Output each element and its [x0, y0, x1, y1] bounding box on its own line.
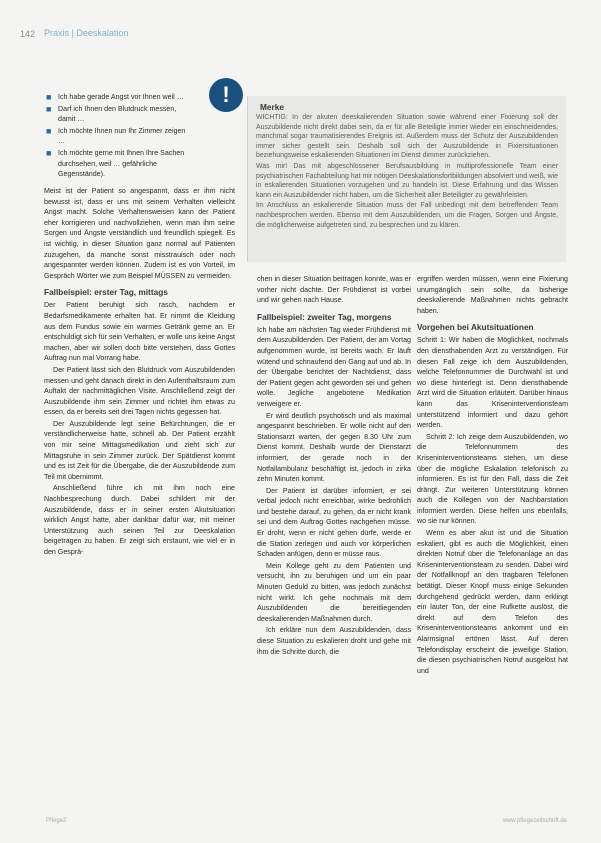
paragraph: chen in dieser Situation beitragen konnte, was er vorher nicht dachte. Der Frühdienst ist vorbei und wir gehen nach Hause.	[257, 275, 411, 305]
paragraph: Der Patient ist darüber informiert, er sei verbal jedoch nicht erreichbar, wirke bedrohlich und bestehe darauf, zu gehen, da er nicht krank sei und dem Auftrag Gottes nachgehen müsse. Er droht, wenn er nicht gehen dürfe, werde er die Station zerlegen und auch vor körperlichen Schaden anfügen, denn er müsse raus.	[257, 486, 411, 559]
paragraph: Schritt 1: Wir haben die Möglichkeit, nochmals den diensthabenden Arzt zu verständigen. Für diesen Fall zeige ich dem Auszubildenden, welche Telefonnummer die Durchwahl ist und wo diese hinterlegt ist. Denn diensthabende Arzt wird die Situation erläutert. Darüber hinaus kann das Kriseninterventionsteam unterstützend informiert und dazu gehört werden.	[417, 336, 568, 430]
column-middle	[257, 274, 411, 658]
column-right	[417, 274, 568, 677]
paragraph: ergriffen werden müssen, wenn eine Fixierung unumgänglich sein sollte, da bisherige deeskalierende Maßnahmen nichts gebracht haben.	[417, 275, 568, 315]
bullet-list	[44, 92, 194, 180]
footer-left: PflegeZ	[46, 818, 67, 824]
section-heading: Fallbeispiel: zweiter Tag, morgens	[257, 311, 392, 322]
list-item: ■ Ich möchte gerne mit Ihnen Ihre Sachen durchsehen, weil … gefährliche Gegenstände).	[46, 147, 185, 179]
paragraph: Meist ist der Patient so angespannt, dass er ihm nicht bewusst ist, dass er uns mit seinem Verhalten vielleicht Angst macht. Solche Verhaltensweisen kann der Patient eher korrigieren und nachvollziehen, wenn man ihm seine Sorgen und Ängste verständlich und freundlich spiegelt. Es ist wichtig, in dieser Situation ganz normal auf Patienten zuzugehen, da manche sonst misstrauisch oder noch angespannter werden können. Zudem ist es von Vorteil, im Gespräch Wörter wie zum Beispiel MÜSSEN zu vermeiden.	[44, 187, 235, 280]
section-heading: Vorgehen bei Akutsituationen	[417, 322, 534, 333]
bullet-icon: ■	[46, 92, 52, 102]
merke-paragraph: Im Anschluss an eskalierende Situation muss der Fall unbedingt mit dem betreffenden Team nachbesprochen werden. Ebenso mit dem Auszubildenden, um die Fragen, Sorgen und Ängste, die möglicherweise aufgetreten sind, zu besprechen und zu klären.	[256, 202, 558, 229]
merke-box	[247, 96, 566, 262]
bullet-icon: ■	[46, 125, 52, 136]
list-item: ■ Ich habe gerade Angst vor Ihnen weil …	[46, 92, 184, 102]
paragraph: Mein Kollege geht zu dem Patienten und versucht, ihn zu beruhigen und um ein paar Minuten Geduld zu bitten, was jedoch zunächst nicht wirkt. Ich gehe nochmals mit dem Auszubildenden die bereitliegenden deeskalierenden Maßnahmen durch.	[257, 561, 411, 623]
list-item: ■ Darf ich Ihnen den Blutdruck messen, damit …	[46, 103, 177, 124]
paragraph: Ich erkläre nun dem Auszubildenden, dass diese Situation zu eskalieren droht und gehe mit ihm die Schritte durch, die	[257, 626, 411, 656]
column-left	[44, 92, 194, 181]
paragraph: Ich habe am nächsten Tag wieder Frühdienst mit dem Auszubildenden. Der Patient, der am Vortag aufgenommen wurde, ist bereits wach. Er läuft wütend und schnaufend den Gang auf und ab. In der Übergabe berichtet der Nachtdienst, dass der Patient gegen acht geworden sei und gehen wolle. Jegliche angebotene Medikation verweigere er.	[257, 325, 411, 408]
list-item: ■ Ich möchte Ihnen nun Ihr Zimmer zeigen …	[46, 125, 186, 146]
paragraph: Er wird deutlich psychotisch und als maximal angespannt beschrieben. Er wolle nicht auf den Stationsarzt warten, der gegen 8.30 Uhr zum Dienst kommt. Deshalb wurde der Dienstarzt informiert, der gerade noch in der Notfallambulanz beschäftigt ist, jedoch in zirka zehn Minuten kommt.	[257, 411, 411, 484]
column-left-body	[44, 186, 235, 559]
running-head: Praxis | Deeskalation	[44, 28, 129, 38]
bullet-icon: ■	[46, 103, 52, 114]
merke-paragraph: WICHTIG: In der akuten deeskalierenden Situation sowie während einer Fixierung soll der Auszubildende nicht direkt dabei sein, da er für alle Beteiligte immer wieder ein einschneidendes, manchmal sogar traumatisierendes Ereignis ist. Außerdem muss der Schutz der Auszubildenden immer sicher gestellt sein. Deshalb soll sich der Auszubildende in Fixiersituationen beziehungsweise eskalierenden Situationen im Dienst dimmer zurückziehen.	[256, 114, 558, 160]
paragraph: Wenn es aber akut ist und die Situation eskaliert, gibt es auch die Möglichkeit, einen direkten Notruf über die Telefonanlage an das Kriseninterventionsteam zu senden. Dabei wird der Notfallknopf an den tragbaren Telefonen betätigt. Dieser Knopf muss einige Sekunden durchgehend gedrückt werden, dann erklingt ein lauter Ton, der eine Rufkette auslöst, die direkt auf dem Telefon des Kriseninterventionsteams ankommt und ein Alarmsignal ertönen lässt. Auf deren Telefondisplay erscheint die jeweilige Station, die diesen psychiatrischen Notruf ausgelöst hat und	[417, 529, 568, 675]
exclamation-icon: !	[209, 78, 243, 112]
bullet-icon: ■	[46, 147, 52, 158]
paragraph: Der Patient lässt sich den Blutdruck vom Auszubildenden messen und geht danach direkt in den Aufenthaltsraum zum Auftakt der nachmittäglichen Visite. Anschließend zeigt der Auszubildende ihm sein Zimmer und richtet ihm etwas zu essen, da er bereits seit drei Tagen nichts gegessen hat.	[44, 365, 235, 417]
page-number: 142	[20, 29, 36, 39]
footer-right: www.pflegezeitschrift.de	[502, 818, 567, 824]
paragraph: Anschließend führe ich mit ihm noch eine Nachbesprechung durch. Dabei schildert mir der Auszubildende, dass er in seiner ersten Akutsituation wirklich Angst hatte, aber dankbar dafür war, mit meiner Unterstützung auch seinen Teil zur Deeskalation beigetragen zu haben. Er zeigt sich erstaunt, wie viel er in den Gesprä-	[44, 484, 235, 556]
paragraph: Schritt 2: Ich zeige dem Auszubildenden, wo die Telefonnummern des Kriseninterventionsteams stehen, um diese über die mögliche Eskalation telefonisch zu informieren. Es ist für den Fall, dass die Zeit drängt. Zur weiteren Unterstützung können auch die Kollegen von der Nachbarstation informiert werden. Diese helfen uns ebenfalls, wo sie nur können.	[417, 432, 568, 526]
paragraph: Der Patient beruhigt sich rasch, nachdem er Bedarfsmedikamente erhalten hat. Er nimmt die Kleidung aus dem Fundus sowie ein warmes Getränk gerne an. Er entschuldigt sich für sein Verhalten, er wolle uns keine Angst machen, aber wir sollen doch bitte verstehen, dass Gottes Auftrag nun mal Vorrang habe.	[44, 301, 235, 363]
merke-paragraph: Was mir! Das mit abgeschlossener Berufsausbildung in multiprofessionelle Team einer psychiatrischen Fachabteilung hat mir nötigen Deeskalationsfortbildungen absolviert und weiß, wie in eskalierenden Situationen vorzugehen und zu handeln ist. Diese Erfahrung und das Wissen kann ein Auszubildender nicht haben, um die Sicherheit aller Beteiligter zu gewährleisten.	[256, 162, 558, 199]
section-heading: Fallbeispiel: erster Tag, mittags	[44, 287, 168, 298]
merke-title: Merke	[260, 102, 284, 112]
paragraph: Der Auszubildende legt seine Befürchtungen, die er verständlicherweise hatte, schnell ab. Der Patient erzählt von mir seine Mittagsmedikation und zieht sich zur Mittagsruhe in sein Zimmer zurück. Der Spätdienst kommt und es ist Zeit für die Übergabe, die der Auszubildende zum Teil mit übernimmt.	[44, 419, 235, 481]
